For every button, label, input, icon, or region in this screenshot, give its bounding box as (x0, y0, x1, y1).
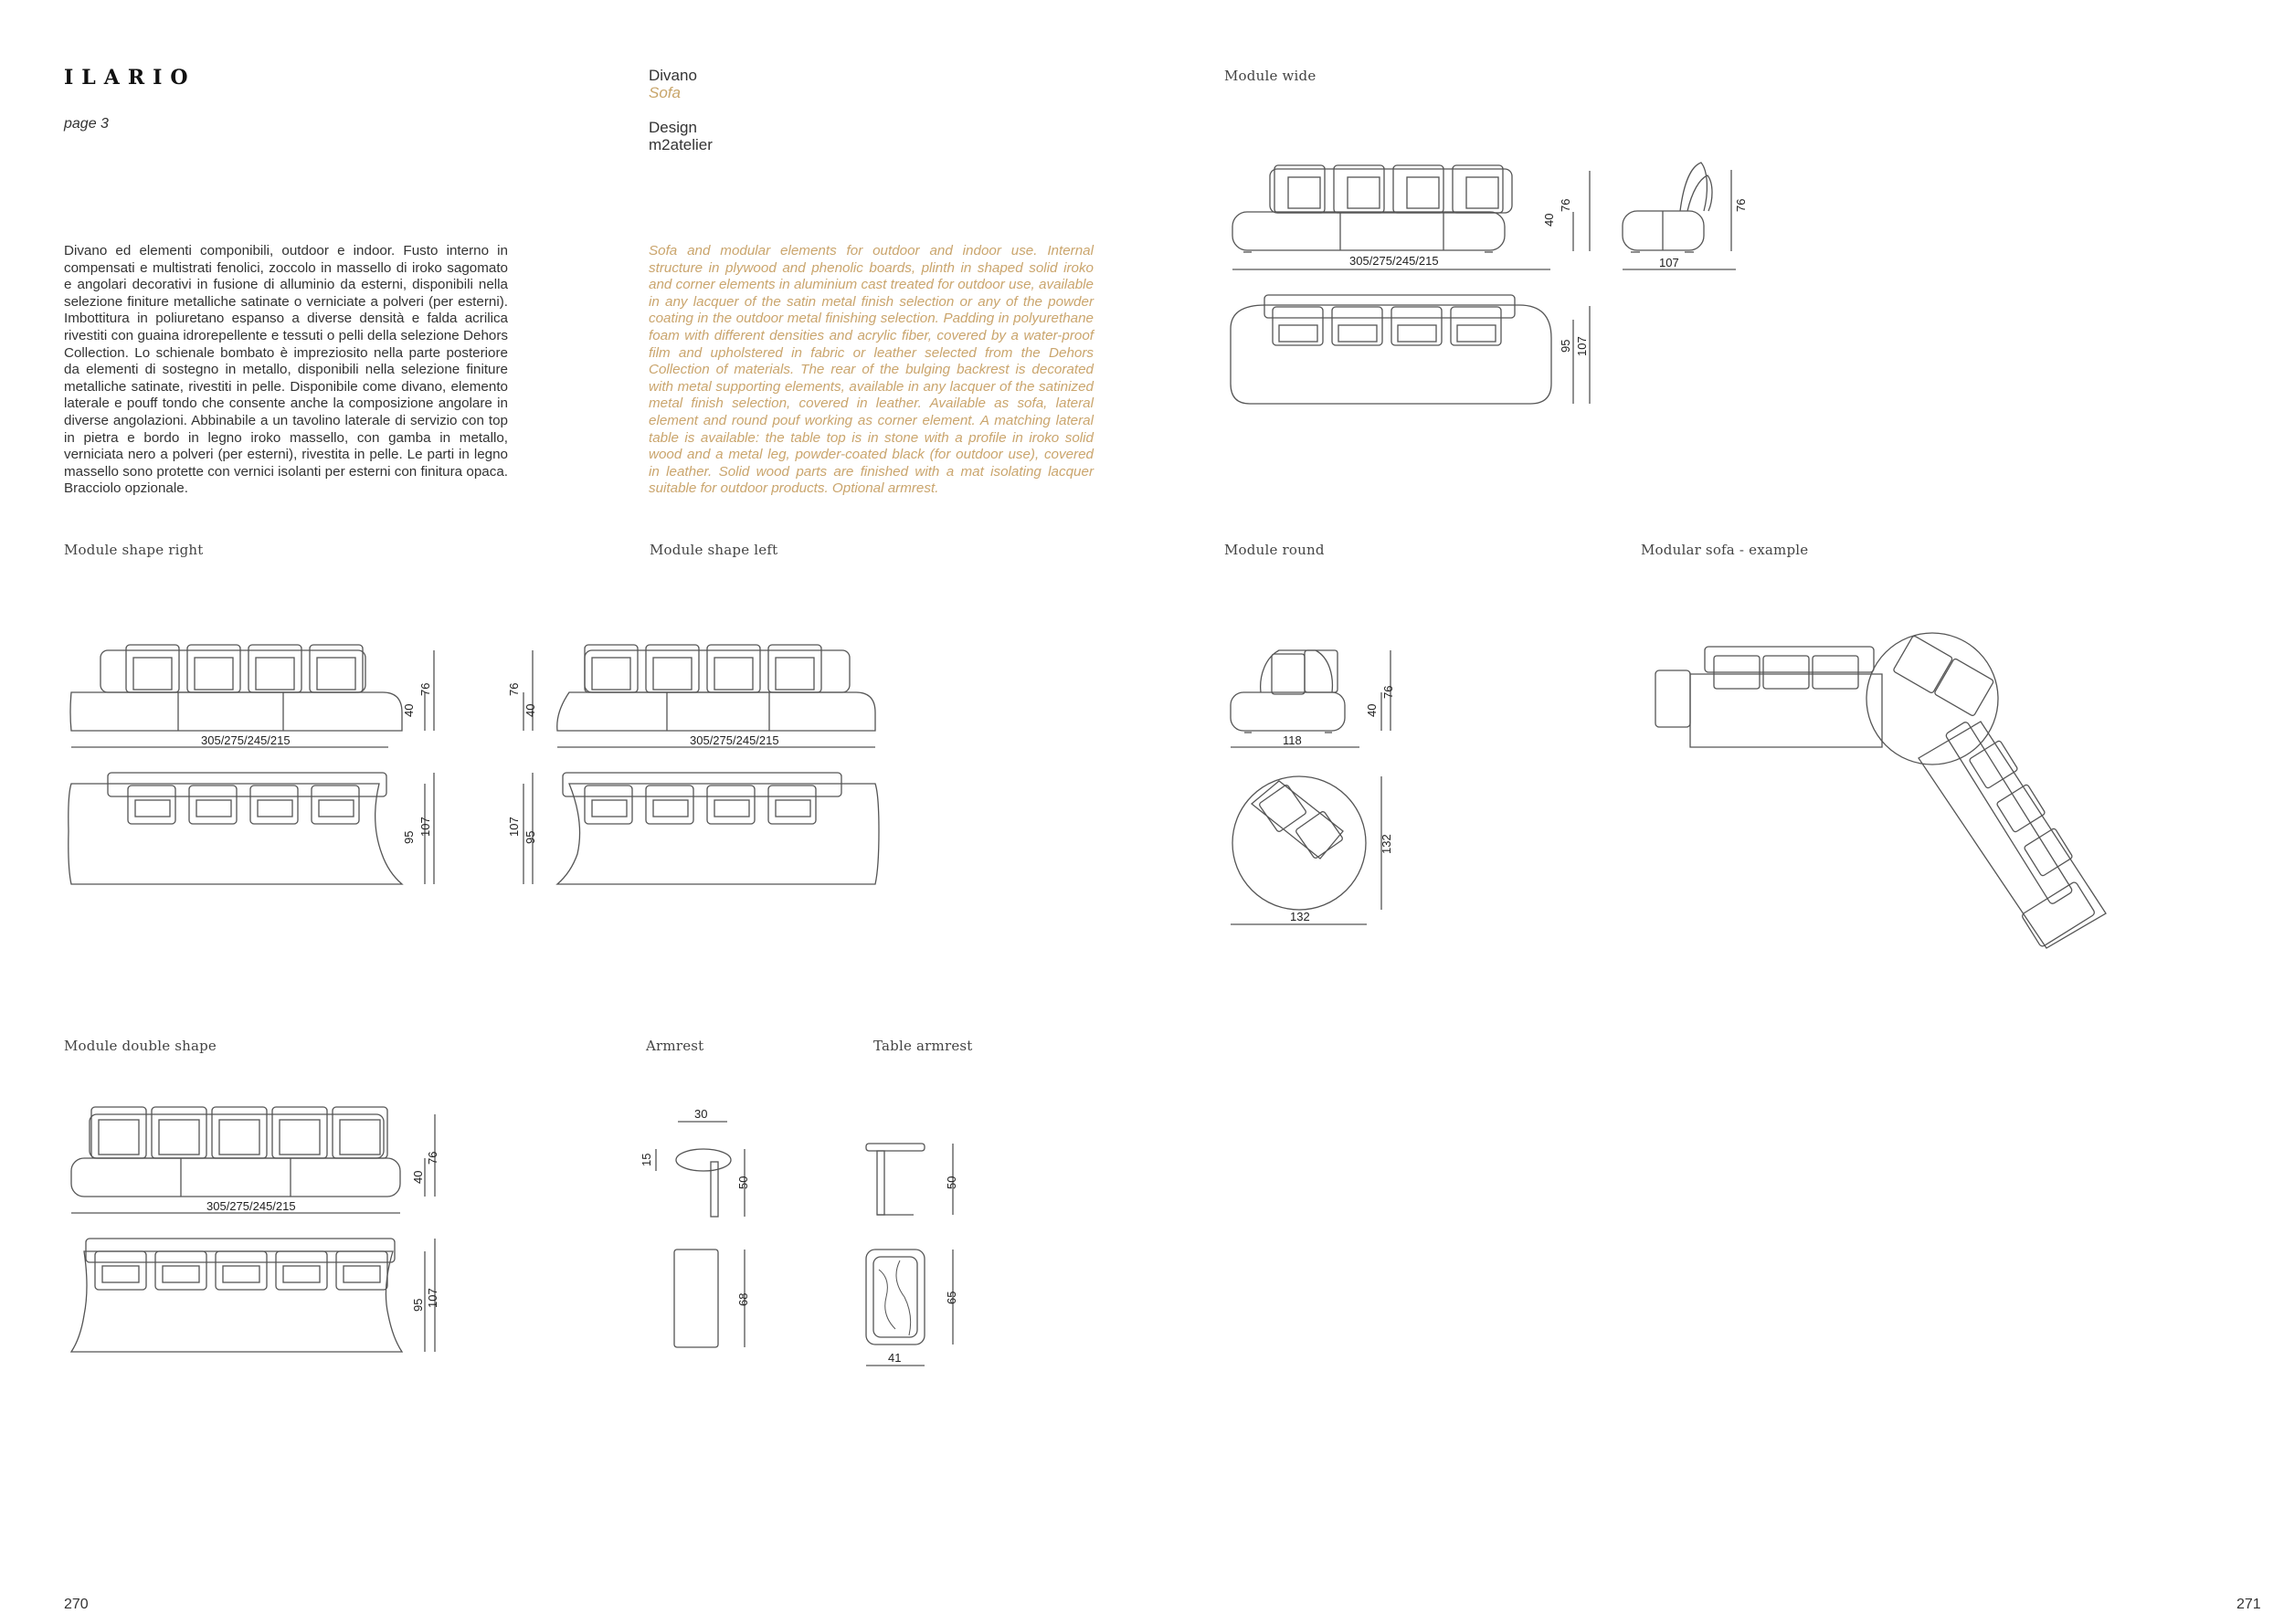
section-module-round: Module round (1224, 542, 1325, 558)
dim-left-height: 76 (507, 682, 521, 696)
module-double-plan (71, 1239, 435, 1352)
dim-round-diameter: 132 (1290, 910, 1310, 923)
module-shape-right-plan (69, 773, 434, 884)
dim-round-width: 118 (1283, 733, 1302, 747)
dim-arm-top: 15 (640, 1153, 653, 1166)
description-english: Sofa and modular elements for outdoor and indoor use. Internal structure in plywood and phenolic boards, plinth in shaped solid iroko and corner elements in aluminium cast treated for outdoor use, available in any lacquer of the satin metal finish selection or any of the powder coating in the outdoor metal finishing selection. Padding in polyurethane foam with different densities and acrylic fiber, covered by a water-proof film and upholstered in fabric or leather selected from the Dehors Collection of materials. The rear of the bulging backrest is decorated with metal supporting elements, available in any lacquer of the satinized metal finish selection, covered in leather. Available as sofa, lateral element and round pouf working as corner element. A matching lateral table is available: the table top is in stone with a profile in iroko solid wood and a metal leg, powder-coated black (for outdoor use), covered in leather. Solid wood parts are finished with a mat isolating lacquer suitable for outdoor products. Optional armrest. (649, 243, 1094, 497)
module-round-plan (1231, 776, 1381, 924)
dim-round-height: 76 (1381, 685, 1395, 699)
module-round-front (1231, 650, 1390, 747)
brand-title: ILARIO (64, 66, 196, 90)
dim-left-total-depth: 107 (507, 817, 521, 837)
dim-double-width: 305/275/245/215 (206, 1199, 296, 1213)
dim-table-width: 41 (888, 1351, 902, 1365)
designer-name: m2atelier (649, 136, 713, 153)
page-number-right: 271 (2236, 1597, 2261, 1612)
dim-left-width: 305/275/245/215 (690, 733, 779, 747)
table-armrest-drawing (866, 1144, 953, 1366)
dim-arm-height: 50 (736, 1176, 750, 1189)
product-type-it: Divano (649, 67, 697, 84)
dim-left-seat: 40 (523, 703, 537, 717)
dim-left-depth: 95 (523, 830, 537, 844)
section-table-armrest: Table armrest (873, 1038, 973, 1054)
page-label: page 3 (64, 116, 109, 132)
dim-double-seat: 40 (411, 1170, 425, 1184)
module-shape-left-front (523, 645, 875, 747)
design-label: Design (649, 119, 697, 136)
dim-right-width: 305/275/245/215 (201, 733, 291, 747)
dim-round-seat: 40 (1365, 703, 1379, 717)
section-module-shape-right: Module shape right (64, 542, 204, 558)
dim-wide-seat: 40 (1542, 213, 1556, 227)
dim-right-seat: 40 (402, 703, 416, 717)
module-shape-right-front (70, 645, 434, 747)
module-wide-plan (1231, 295, 1590, 404)
section-modular-example: Modular sofa - example (1641, 542, 1809, 558)
dim-arm-depth: 68 (736, 1292, 750, 1306)
dim-double-height: 76 (426, 1151, 439, 1165)
dim-wide-side-depth: 107 (1659, 256, 1679, 269)
dim-right-total-depth: 107 (418, 817, 432, 837)
modular-example-plan (1655, 633, 2106, 948)
dim-double-depth: 95 (411, 1298, 425, 1312)
dim-arm-width: 30 (694, 1107, 708, 1121)
dim-wide-side-height: 76 (1734, 198, 1748, 212)
dim-wide-width: 305/275/245/215 (1349, 254, 1439, 268)
dim-wide-depth: 95 (1559, 339, 1572, 353)
section-module-double-shape: Module double shape (64, 1038, 217, 1054)
module-double-front (71, 1107, 435, 1213)
module-shape-left-plan (523, 773, 879, 884)
product-type-en: Sofa (649, 84, 681, 101)
dim-wide-total-depth: 107 (1575, 336, 1589, 356)
dim-double-total-depth: 107 (426, 1288, 439, 1308)
dim-table-height: 50 (945, 1176, 958, 1189)
description-italian: Divano ed elementi componibili, outdoor e indoor. Fusto interno in compensati e multistrati fenolici, zoccolo in massello di iroko sagomato e angolari decorativi in fusione di alluminio da esterni, disponibili nella selezione finiture metalliche satinate o verniciate a polveri (per esterni). Imbottitura in poliuretano espanso a diverse densità e falda acrilica rivestiti con guaina idrorepellente e tessuti o pelli della selezione Dehors Collection. Lo schienale bombato è impreziosito nella parte posteriore da elementi di sostegno in metallo, disponibili nella selezione finiture metalliche satinate, rivestiti in pelle. Disponibile come divano, elemento laterale e pouff tondo che consente anche la composizione angolare in diverse angolazioni. Abbinabile a un tavolino laterale di servizio con top in pietra e bordo in legno iroko massello, con gamba in metallo, verniciata nero a polveri (per esterni), rivestita in pelle. Le parti in legno massello sono protette con vernici isolanti per esterni con finitura opaca. Bracciolo opzionale. (64, 243, 508, 497)
module-wide-side (1623, 163, 1736, 269)
dim-table-depth: 65 (945, 1291, 958, 1304)
dim-wide-height: 76 (1559, 198, 1572, 212)
section-armrest: Armrest (646, 1038, 704, 1054)
armrest-drawing (656, 1122, 745, 1347)
section-module-shape-left: Module shape left (650, 542, 778, 558)
dim-right-height: 76 (418, 682, 432, 696)
dim-round-depth: 132 (1380, 834, 1393, 854)
dim-right-depth: 95 (402, 830, 416, 844)
section-module-wide: Module wide (1224, 68, 1316, 84)
page-number-left: 270 (64, 1597, 89, 1612)
